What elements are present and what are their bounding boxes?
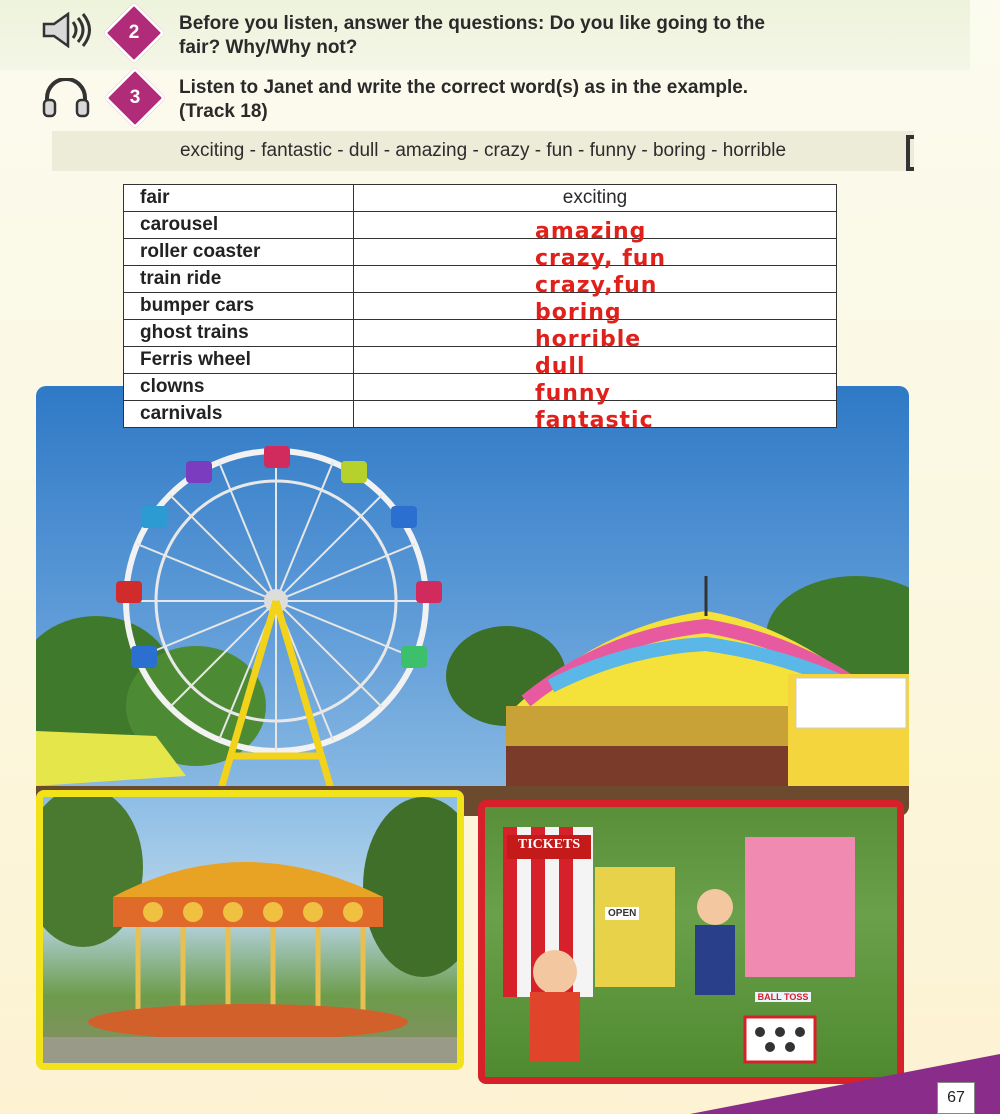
answer-text: fantastic	[535, 408, 654, 433]
table-row	[124, 374, 837, 401]
table-row-example	[124, 185, 837, 212]
carousel-illustration	[43, 797, 457, 1063]
answer-cell[interactable]	[354, 212, 837, 244]
instruction-line-1: Listen to Janet and write the correct word(s) as in the example.	[179, 77, 749, 98]
exercise-instructions	[179, 12, 909, 60]
answer-text: crazy,fun	[535, 273, 658, 298]
table-item: bumper cars	[124, 293, 354, 320]
answer-cell[interactable]	[354, 347, 837, 379]
answer-text: funny	[535, 381, 611, 406]
table-row	[124, 239, 837, 266]
table-row	[124, 347, 837, 374]
word-bank: exciting - fantastic - dull - amazing - crazy - fun - funny - boring - horrible	[52, 131, 914, 171]
instruction-line-1: Before you listen, answer the questions: Do you like going to the	[179, 13, 765, 34]
answer-text: amazing	[535, 219, 647, 244]
exercise-instructions	[179, 76, 909, 124]
answer-cell[interactable]	[354, 239, 837, 271]
page-number: 67	[937, 1082, 975, 1114]
instruction-line-2: fair? Why/Why not?	[179, 37, 358, 58]
exercise-number: 3	[129, 87, 141, 108]
table-item: clowns	[124, 374, 354, 401]
table-item: roller coaster	[124, 239, 354, 266]
answer-text: crazy, fun	[535, 246, 667, 271]
instruction-line-2: (Track 18)	[179, 101, 268, 122]
fairground-illustration	[36, 386, 909, 816]
example-answer: exciting	[562, 187, 628, 208]
answer-text: boring	[535, 300, 622, 325]
answer-text: dull	[535, 354, 586, 379]
answer-cell[interactable]	[354, 266, 837, 298]
ball-toss-sign: BALL TOSS	[755, 992, 811, 1002]
table-row	[124, 266, 837, 293]
fair-games-photo	[478, 800, 904, 1084]
word-bank-bracket	[906, 135, 914, 171]
table-row	[124, 401, 837, 428]
open-sign: OPEN	[605, 907, 639, 920]
table-item: Ferris wheel	[124, 347, 354, 374]
fairground-photo	[36, 386, 909, 816]
table-item: ghost trains	[124, 320, 354, 347]
answer-cell[interactable]	[354, 401, 837, 433]
carousel-photo	[36, 790, 464, 1070]
answer-text: horrible	[535, 327, 642, 352]
table-item: train ride	[124, 266, 354, 293]
table-row	[124, 320, 837, 347]
table-row	[124, 212, 837, 239]
answer-cell[interactable]	[354, 374, 837, 406]
tickets-sign: TICKETS	[517, 837, 581, 852]
table-answer-example	[354, 185, 837, 212]
table-item: fair	[124, 185, 354, 212]
table-item: carnivals	[124, 401, 354, 428]
vocabulary-table	[123, 184, 837, 433]
table-row	[124, 293, 837, 320]
answer-cell[interactable]	[354, 320, 837, 352]
table-item: carousel	[124, 212, 354, 239]
exercise-number: 2	[128, 22, 140, 43]
speaker-icon[interactable]	[40, 12, 92, 53]
answer-cell[interactable]	[354, 293, 837, 325]
headphones-icon[interactable]	[41, 78, 91, 123]
